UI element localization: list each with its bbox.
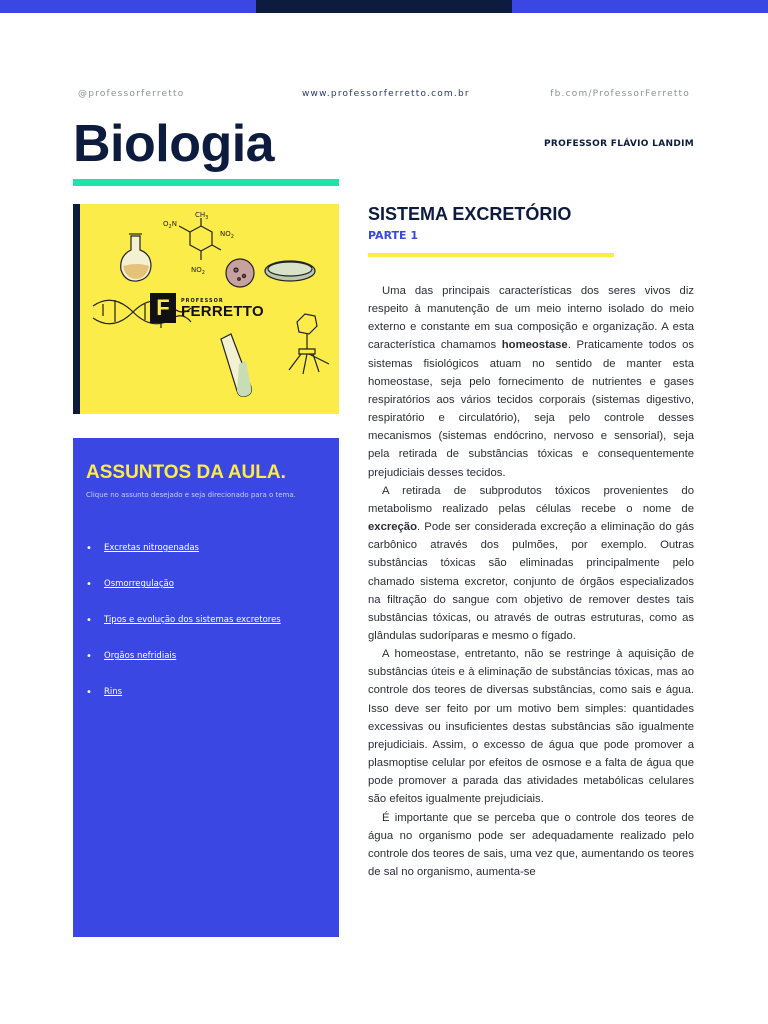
top-bar-segment-center	[256, 0, 512, 13]
term-homeostase: homeostase	[501, 339, 568, 352]
topic-link-rins[interactable]: Rins	[104, 687, 123, 697]
bullet: •	[86, 650, 92, 662]
page-title: Biologia	[73, 115, 275, 173]
bullet: •	[86, 542, 92, 554]
section-subtitle: PARTE 1	[368, 229, 419, 242]
hero-illustration	[73, 204, 339, 414]
svg-text:O2N: $O_2N$	[163, 220, 177, 230]
bullet: •	[86, 686, 92, 698]
flask-icon	[121, 234, 151, 281]
petri-dish-icon	[265, 261, 315, 281]
facebook-link[interactable]: fb.com/ProfessorFerretto	[550, 89, 690, 99]
website-link[interactable]: www.professorferretto.com.br	[302, 89, 470, 99]
top-bar-segment-right	[512, 0, 768, 13]
logo-letter: F	[150, 293, 176, 323]
topic-link-orgaos-nefridiais[interactable]: Orgãos nefridiais	[104, 651, 177, 661]
topic-item	[86, 674, 281, 710]
bullet: •	[86, 578, 92, 590]
topic-item	[86, 566, 281, 602]
ferretto-logo	[150, 293, 264, 323]
topic-link-tipos-evolucao[interactable]: Tipos e evolução dos sistemas excretores	[104, 615, 281, 625]
top-color-bar	[0, 0, 768, 13]
svg-text:CH3: $CH_3$	[195, 211, 209, 221]
bullet: •	[86, 614, 92, 626]
article-body	[368, 282, 694, 982]
paragraph-1: Uma das principais características dos seres vivos diz respeito à manutenção de um meio interno isolado do meio externo e constante em sua composição e organização. A esta característica chamamos homeostase. Praticamente todos os sistemas fisiológicos atuam no sentido de manter esta homeostase, seja pelo fornecimento de nutrientes e gases respiratórios aos vários tecidos corporais (sistemas digestivo, respiratório e circulatório), seja pelo controle desses mecanismos (sistemas endócrino, nervoso e sensorial), seja pela retirada de substâncias tóxicas e consequentemente prejudiciais desses tecidos.	[368, 285, 694, 479]
topics-subtitle: Clique no assunto desejado e seja direcionado para o tema.	[86, 491, 296, 499]
topic-link-osmorregulacao[interactable]: Osmorregulação	[104, 579, 174, 589]
professor-name: PROFESSOR FLÁVIO LANDIM	[544, 139, 694, 149]
social-handle: @professorferretto	[78, 89, 185, 99]
paragraph-3: A homeostase, entretanto, não se restringe à aquisição de substâncias úteis e à eliminação de substâncias tóxicas, mas ao controle dos teores de diversas substâncias, como sais e água. Isso deve ser feito por um motivo bem simples: quantidades excessivas ou insuficientes destas substâncias são igualmente prejudiciais. Assim, o excesso de água que pode promover a plasmoptise celular por efeitos de osmose e a falta de água que pode promover a parada das atividades metabólicas celulares são efeitos igualmente prejudiciais.	[368, 648, 694, 806]
paragraph-4: É importante que se perceba que o controle dos teores de água no organismo pode ser adequadamente realizado pelo controle dos teores de sais, uma vez que, aumentando os teores de sal no organismo, aumenta-se	[368, 811, 694, 878]
paragraph-2: A retirada de subprodutos tóxicos provenientes do metabolismo realizado pelas células recebe o nome de excreção. Pode ser considerada excreção a eliminação do gás carbônico através dos pulmões, por exemplo. Outras substâncias tóxicas são eliminadas principalmente pelo chamado sistema excretor, conjunto de órgãos especializados na filtração do sangue com objetivo de remover destes tais substâncias tóxicas, ou através de outras estruturas, como as glândulas sudoríparas e mesmo o fígado.	[368, 484, 694, 642]
section-title: SISTEMA EXCRETÓRIO	[368, 204, 572, 224]
logo-name: FERRETTO	[181, 302, 264, 320]
topics-list	[86, 530, 281, 710]
virus-icon	[289, 314, 329, 374]
formula-labels	[163, 211, 234, 276]
topic-item	[86, 638, 281, 674]
top-bar-segment-left	[0, 0, 256, 13]
section-underline	[368, 253, 614, 257]
svg-text:NO2: $NO_2$	[220, 230, 234, 240]
title-underline	[73, 179, 339, 186]
test-tube-icon	[221, 334, 251, 396]
svg-text:NO2: $NO_2$	[191, 266, 205, 276]
logo-small-text: PROFESSOR	[181, 297, 224, 304]
topic-link-excretas[interactable]: Excretas nitrogenadas	[104, 543, 199, 553]
topic-item	[86, 530, 281, 566]
topics-title: ASSUNTOS DA AULA.	[86, 462, 286, 483]
molecule-icon	[179, 218, 221, 260]
topic-item	[86, 602, 281, 638]
cell-icon	[226, 259, 254, 287]
topics-panel	[73, 438, 339, 937]
term-excrecao: excreção	[368, 521, 417, 534]
